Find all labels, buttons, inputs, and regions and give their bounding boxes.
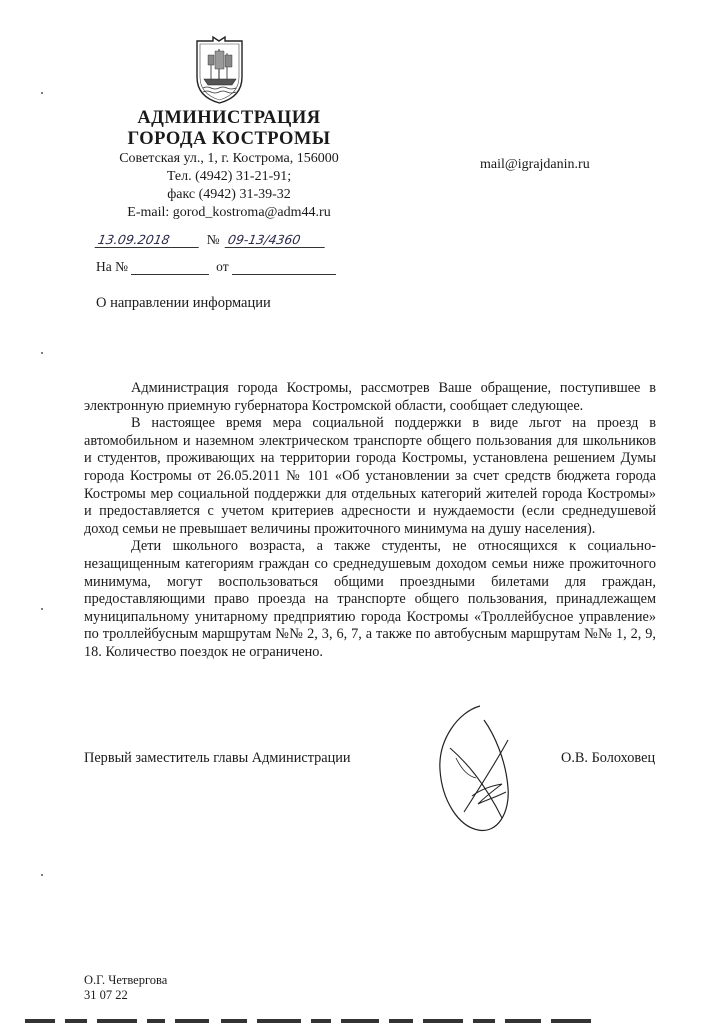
ref-from-label: от bbox=[216, 259, 229, 274]
reference-line bbox=[96, 259, 336, 275]
body-paragraph: В настоящее время мера социальной поддержки в виде льгот на проезд в автомобильном и наземном электрическом транспорте общего пользования для школьников и студентов, проживающих на территории города Костромы, установлена решением Думы города Костромы от 26.05.2011 № 101 «Об установлении за счет средств бюджета города Костромы мер социальной поддержки для отдельных категорий жителей города Костромы» и предоставляется с учетом критериев адресности и нуждаемости (если среднедушевой доход семьи не превышает величины прожиточного минимума на душу населения). bbox=[84, 415, 656, 537]
org-title-line1: АДМИНИСТРАЦИЯ bbox=[137, 108, 321, 128]
scan-speck bbox=[41, 92, 43, 94]
handwritten-signature bbox=[428, 700, 528, 840]
letter-body bbox=[84, 380, 656, 662]
registration-number: 09-13/4360 bbox=[225, 232, 328, 248]
scan-speck bbox=[41, 874, 43, 876]
coat-of-arms-icon bbox=[191, 35, 248, 105]
registration-line bbox=[96, 232, 326, 248]
ref-date-blank bbox=[232, 260, 336, 275]
signatory-position: Первый заместитель главы Администрации bbox=[84, 750, 351, 766]
org-address: Советская ул., 1, г. Кострома, 156000 bbox=[119, 151, 339, 166]
org-title-line2: ГОРОДА КОСТРОМЫ bbox=[127, 129, 331, 149]
ref-number-blank bbox=[131, 260, 209, 275]
executor-name: О.Г. Четвергова bbox=[84, 973, 168, 987]
recipient-address: mail@igrajdanin.ru bbox=[480, 157, 590, 172]
body-paragraph: Дети школьного возраста, а также студенты, не относящихся к социально-незащищенным категориям граждан со среднедушевым доходом семьи ниже прожиточного минимума, могут воспользоваться общими проездными билетами для граждан, предоставляющими право проезда на транспорте общего пользования, принадлежащем муниципальному унитарному предприятию города Костромы «Троллейбусное управление» по троллейбусным маршрутам №№ 2, 3, 6, 7, а также по автобусным маршрутам №№ 1, 2, 9, 18. Количество поездок не ограничено. bbox=[84, 538, 656, 660]
letter-subject: О направлении информации bbox=[96, 295, 271, 311]
signatory-name: О.В. Болоховец bbox=[561, 750, 656, 766]
sender-header bbox=[84, 108, 374, 222]
executor-info bbox=[84, 973, 167, 1003]
number-label: № bbox=[206, 232, 220, 247]
scan-speck bbox=[41, 608, 43, 610]
org-email: E-mail: gorod_kostroma@adm44.ru bbox=[127, 205, 331, 220]
registration-date: 13.09.2018 bbox=[95, 232, 202, 248]
org-phone: Тел. (4942) 31-21-91; bbox=[166, 169, 292, 184]
ref-label: На № bbox=[96, 259, 128, 274]
scan-speck bbox=[41, 352, 43, 354]
org-fax: факс (4942) 31-39-32 bbox=[167, 187, 291, 202]
scan-edge-marks bbox=[25, 1018, 595, 1024]
executor-phone: 31 07 22 bbox=[84, 988, 128, 1002]
body-paragraph: Администрация города Костромы, рассмотрев Ваше обращение, поступившее в электронную приемную губернатора Костромской области, сообщает следующее. bbox=[84, 380, 656, 414]
